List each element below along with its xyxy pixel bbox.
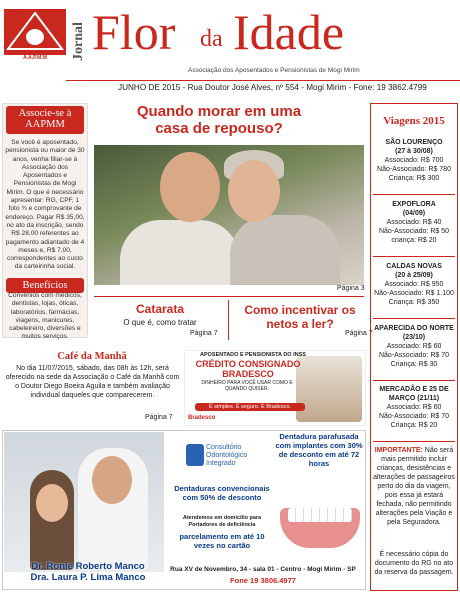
bradesco-ad-kicker: APOSENTADO E PENSIONISTA DO INSS — [200, 352, 306, 358]
trip-price-assoc: Associado: R$ 700 — [384, 157, 444, 164]
viagens-heading: Viagens 2015 — [383, 115, 445, 127]
dentaduras-offer: Dentaduras convencionais com 50% de desconto — [174, 484, 270, 502]
trip-name: APARECIDA DO NORTE — [374, 325, 454, 332]
trip-price-child: Criança: R$ 300 — [388, 175, 440, 182]
headline-catarata[interactable]: Catarata — [135, 302, 185, 316]
trip-price-nonassoc: Não-Associado: R$ 70 — [378, 352, 450, 359]
bradesco-ad-slogan: É simples. É seguro. É Bradesco. — [195, 403, 305, 411]
beneficios-heading: Benefícios — [6, 278, 84, 293]
denture-teeth — [288, 508, 352, 522]
photo-face-man — [160, 152, 220, 222]
jornal-label: Jornal — [71, 22, 86, 62]
doctor-man-face — [92, 456, 132, 504]
trip-date: (23/10) — [402, 334, 426, 341]
headline-casa-de-repouso[interactable]: Quando morar em uma casa de repouso? — [136, 103, 302, 137]
parcelamento-offer: parcelamento em até 10 vezes no cartão — [179, 532, 265, 550]
trip-price-nonassoc: Não-Associado: R$ 70 — [378, 413, 450, 420]
page-ref-7a: Página 7 — [190, 330, 218, 337]
cafe-da-manha-heading: Café da Manhã — [57, 351, 127, 362]
doctor-names: Dr. Ronie Roberto Manco Dra. Laura P. Lima Manco — [30, 561, 146, 583]
trip-date: (20 à 25/09) — [395, 272, 433, 279]
beneficios-text: Convênios com médicos, dentistas, lojas, óticas, laboratórios, farmácias, viagens, manicures, cabeleireiro, diversões e muitos serviços. — [8, 292, 82, 341]
trip-price-nonassoc: Não-Associado: R$ 780 — [377, 166, 451, 173]
trip-name: CALDAS NOVAS — [386, 263, 442, 270]
bradesco-ad-tagline: DINHEIRO PARA VOCÊ USAR COMO E QUANDO QUISER. — [201, 380, 293, 392]
trip-date: (04/09) — [402, 210, 426, 217]
tooth-icon — [186, 444, 204, 466]
trip-price-child: criança: R$ 20 — [391, 237, 437, 244]
cafe-da-manha-text: No dia 11/07/2015, sábado, das 08h às 12h, será oferecido na sede da Associação o Café da Manhã com o Doutor Diego Boeira Aguila e também avaliação individual daqueles que comparecerem. — [5, 365, 180, 399]
masthead-da: da — [200, 26, 223, 52]
trip-divider — [373, 194, 455, 195]
trip-divider — [373, 256, 455, 257]
trip-price-nonassoc: Não-Associado: R$ 1.100 — [374, 290, 454, 297]
trip-sao-lourenco — [371, 138, 457, 183]
trip-divider — [373, 441, 455, 442]
implant-offer: Dentadura parafusada com implantes com 30% de desconto em até 72 horas — [275, 432, 363, 468]
doctor-woman-face — [36, 484, 68, 522]
masthead-subtitle: Associação dos Aposentados e Pensionistas de Mogi Mirim — [188, 67, 360, 74]
header-divider — [66, 80, 460, 81]
trip-name: SÃO LOURENÇO — [385, 139, 443, 146]
trip-price-assoc: Associado: R$ 60 — [386, 343, 442, 350]
importante-label: IMPORTANTE: — [374, 447, 423, 454]
associe-se-text: Se você é aposentado, pensionista ou maior de 30 anos, venha filiar-se à Associação dos Aposentados e Pensionistas de Mogi Mirim. O que é necessário apresentar: RG, CPF, 1 foto ¾ e comprovante de endereço. Pagar R$ 35,00, no ato da inscrição, sendo R$ 28,00 referentes ao pagamento adiantado de 4 meses e, R$ 7,00, correspondentes ao custo da carteirinha social. — [5, 139, 85, 271]
trip-date: (27 à 30/08) — [395, 148, 433, 155]
dental-phone[interactable]: Fone 19 3806.4977 — [230, 576, 296, 585]
photo-figure-woman — [230, 215, 340, 285]
trip-price-child: Criança: R$ 20 — [390, 422, 438, 429]
headline-netos-ler[interactable]: Como incentivar os netos a ler? — [244, 303, 356, 331]
masthead-idade: Idade — [233, 4, 345, 60]
trip-price-assoc: Associado: R$ 40 — [386, 219, 442, 226]
trip-price-nonassoc: Não-Associado: R$ 50 — [378, 228, 450, 235]
trip-price-child: Criança: R$ 30 — [390, 361, 438, 368]
issue-info-bar: JUNHO DE 2015 - Rua Doutor José Alves, nº 554 - Mogi Mirim - Fone: 19 3862.4799 — [118, 83, 427, 92]
page-ref-7b: Página 7 — [345, 330, 373, 337]
trip-aparecida — [371, 324, 457, 369]
masthead-flor: Flor — [92, 4, 176, 60]
trip-name: MERCADÃO E 25 DE MARÇO (21/11) — [379, 386, 449, 402]
trip-price-child: Criança: R$ 350 — [388, 299, 440, 306]
dental-address: Rua XV de Novembro, 34 - sala 01 - Centro - Mogi Mirim - SP — [170, 566, 356, 573]
trip-divider — [373, 318, 455, 319]
trip-name: EXPOFLORA — [392, 201, 436, 208]
domicilio-note: Atendemos em domicílio para Portadores de deficiência — [182, 515, 262, 528]
trip-divider — [373, 380, 455, 381]
association-logo — [4, 9, 66, 55]
importante-note — [372, 446, 456, 527]
importante-text: Não será mais permitido incluir crianças, desistências e alterações de passageiros perto do dia da viagem, pois essa já estará fechada, não permitindo alterações pela Viação e pela Seguradora. — [373, 447, 455, 526]
bradesco-ad-headline: CRÉDITO CONSIGNADO BRADESCO — [195, 359, 301, 379]
logo-text: A.A.P.M.M — [23, 55, 47, 61]
rg-requirement-note: É necessário cópia do documento do RG no ato da reserva da passagem. — [374, 551, 454, 576]
consultorio-name: Consultório Odontológico Integrado — [206, 444, 248, 467]
catarata-subtitle: O que é, como tratar — [123, 318, 197, 327]
column-divider — [228, 300, 229, 340]
associe-se-heading: Associe-se à AAPMM — [6, 106, 84, 134]
page-ref-3: Página 3 — [337, 285, 365, 292]
trip-price-assoc: Associado: R$ 60 — [386, 404, 442, 411]
trip-price-assoc: Associado: R$ 950 — [384, 281, 444, 288]
section-divider — [94, 296, 364, 297]
trip-expoflora — [371, 200, 457, 245]
bradesco-logo: Bradesco — [188, 415, 216, 421]
photo-figure-man — [120, 220, 240, 285]
trip-caldas-novas — [371, 262, 457, 307]
page-ref-cafe: Página 7 — [145, 414, 173, 421]
photo-face-woman — [228, 160, 280, 222]
trip-mercadao — [371, 385, 457, 430]
